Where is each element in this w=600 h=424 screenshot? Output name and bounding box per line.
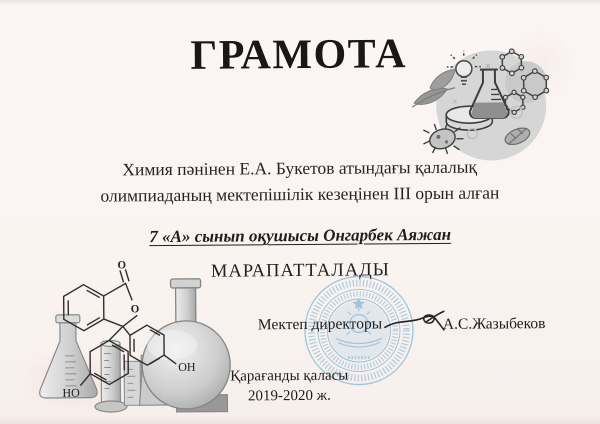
signature-name: А.С.Жазыбеков [442, 315, 546, 333]
certificate-footer [201, 366, 377, 406]
recipient-text: 7 «А» сынып оқушысы Онгарбек Аяжан [149, 224, 452, 247]
scan-top-edge [0, 0, 600, 6]
molecule-label-ring-o: O [130, 303, 140, 316]
molecule-label-ho: HO [62, 385, 80, 400]
award-word: МАРАПАТТАЛАДЫ [210, 260, 390, 282]
body-line-2: олимпиаданың мектепішілік кезеңінен III орын алған [100, 181, 500, 206]
certificate-title: ГРАМОТА [190, 31, 408, 79]
molecule-label-oh: OH [178, 359, 196, 374]
signature-svg [383, 305, 447, 338]
test-cylinder-icon [124, 361, 140, 405]
director-signature [383, 305, 447, 338]
recipient-line [0, 224, 600, 249]
signature-role: Мектеп директоры [257, 315, 383, 334]
molecule-label-carbonyl-o: O [117, 259, 127, 272]
certificate-body [0, 154, 600, 210]
footer-year: 2019-2020 ж. [247, 387, 331, 404]
scan-bottom-edge [0, 416, 600, 424]
body-line-1: Химия пәнінен Е.А. Букетов атындағы қалалық [122, 156, 478, 180]
footer-place: Қарағанды қаласы [230, 367, 349, 385]
x-mark-icon: × [484, 60, 492, 73]
x-mark-icon: × [452, 96, 458, 108]
